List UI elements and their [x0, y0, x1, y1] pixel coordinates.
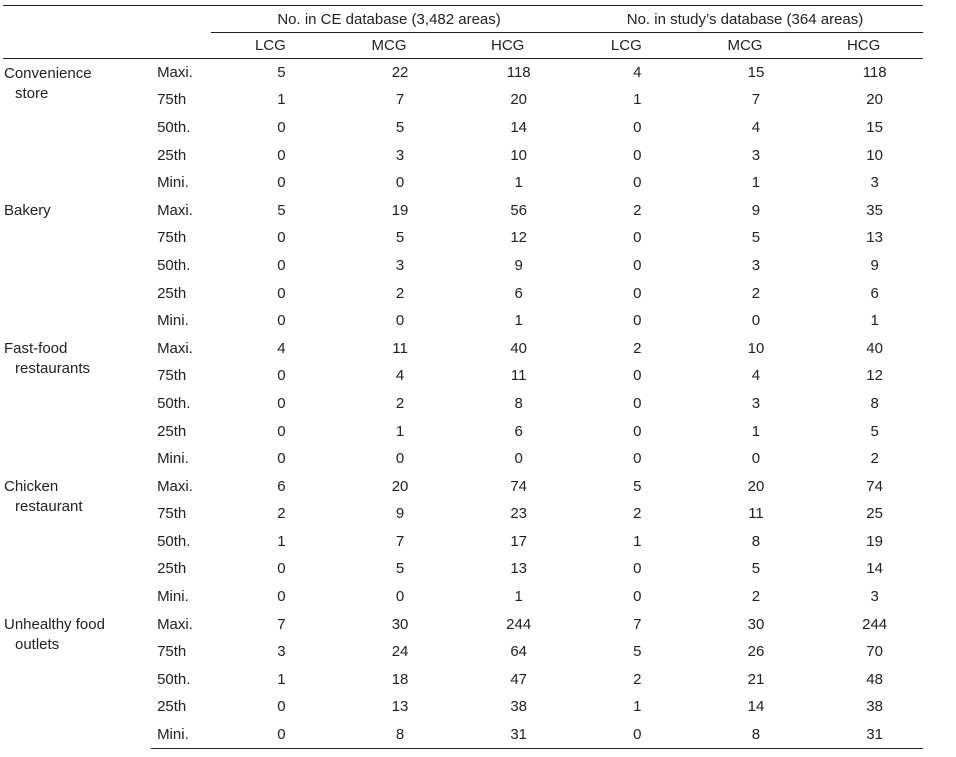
- value-cell: 3: [751, 146, 761, 164]
- table-row: [3, 59, 923, 87]
- value-cell: 31: [804, 721, 923, 749]
- value-cell: 6: [870, 284, 879, 302]
- table-row: [3, 472, 923, 500]
- value-cell: 35: [866, 201, 883, 219]
- category-label-line2: store: [15, 85, 49, 102]
- stat-label: 75th: [157, 91, 187, 109]
- value-cell: 15: [747, 64, 765, 82]
- stat-label: 25th: [157, 698, 187, 716]
- header-col-hcg: HCG: [804, 33, 923, 59]
- category-label-line2: outlets: [15, 636, 60, 654]
- value-cell: 118: [506, 64, 531, 82]
- value-cell: 0: [633, 588, 642, 606]
- header-blank-stat: [151, 6, 211, 33]
- stat-label: 50th.: [157, 670, 191, 688]
- value-cell: 20: [866, 91, 883, 109]
- value-cell: 14: [747, 698, 765, 716]
- value-cell: 4: [751, 118, 761, 136]
- value-cell: 3: [751, 394, 761, 412]
- stat-label: Maxi.: [157, 339, 193, 357]
- value-cell: 5: [870, 422, 879, 440]
- value-cell: 11: [510, 367, 527, 385]
- value-cell: 0: [633, 367, 642, 385]
- value-cell: 1: [514, 312, 523, 330]
- value-cell: 22: [391, 64, 409, 82]
- value-cell: 30: [391, 615, 409, 633]
- value-cell: 0: [633, 118, 642, 136]
- value-cell: 40: [510, 339, 528, 357]
- value-cell: 5: [395, 560, 405, 578]
- value-cell: 0: [395, 450, 405, 468]
- value-cell: 14: [510, 118, 528, 136]
- value-cell: 1: [277, 91, 286, 109]
- value-cell: 56: [510, 201, 528, 219]
- value-cell: 14: [866, 560, 883, 578]
- header-col-mcg: MCG: [330, 33, 449, 59]
- value-cell: 3: [395, 256, 405, 274]
- stat-label: 25th: [157, 422, 187, 440]
- value-cell: 19: [866, 532, 883, 550]
- value-cell: 3: [870, 174, 879, 192]
- value-cell: 25: [866, 505, 883, 523]
- value-cell: 3: [751, 256, 761, 274]
- value-cell: 5: [395, 118, 405, 136]
- value-cell: 24: [391, 643, 409, 661]
- table-row: [3, 334, 923, 362]
- stat-label: 50th.: [157, 256, 191, 274]
- value-cell: 26: [747, 643, 765, 661]
- value-cell: 8: [330, 721, 449, 749]
- value-cell: 0: [395, 174, 405, 192]
- value-cell: 0: [277, 256, 286, 274]
- header-col-lcg: LCG: [211, 33, 330, 59]
- value-cell: 0: [633, 422, 642, 440]
- header-blank-category: [3, 33, 151, 59]
- value-cell: 23: [510, 505, 528, 523]
- value-cell: 0: [277, 118, 286, 136]
- value-cell: 0: [633, 394, 642, 412]
- value-cell: 0: [633, 146, 642, 164]
- value-cell: 20: [391, 477, 409, 495]
- value-cell: 118: [862, 64, 887, 82]
- value-cell: 7: [751, 91, 761, 109]
- value-cell: 2: [395, 284, 405, 302]
- stat-label: Maxi.: [157, 615, 193, 633]
- stat-label: 25th: [157, 146, 187, 164]
- value-cell: 5: [277, 64, 286, 82]
- value-cell: 0: [633, 560, 642, 578]
- value-cell: 0: [277, 284, 286, 302]
- value-cell: 4: [277, 339, 286, 357]
- value-cell: 8: [870, 394, 879, 412]
- value-cell: 40: [866, 339, 883, 357]
- value-cell: 4: [395, 367, 405, 385]
- category-label-line2: restaurant: [15, 498, 83, 516]
- value-cell: 8: [751, 532, 761, 550]
- value-cell: 0: [633, 450, 642, 468]
- header-blank-stat: [151, 33, 211, 59]
- value-cell: 0: [277, 229, 286, 247]
- category-label-line1: Chicken: [4, 478, 59, 496]
- value-cell: 47: [510, 670, 528, 688]
- stat-label: 50th.: [157, 394, 191, 412]
- value-cell: 0: [277, 588, 286, 606]
- value-cell: 2: [751, 588, 761, 606]
- stat-label: Mini.: [157, 588, 189, 606]
- stat-label: Maxi.: [157, 64, 193, 82]
- value-cell: 5: [751, 229, 761, 247]
- value-cell: 15: [866, 118, 883, 136]
- value-cell: 13: [510, 560, 528, 578]
- value-cell: 38: [510, 698, 528, 716]
- value-cell: 70: [866, 643, 883, 661]
- value-cell: 0: [277, 698, 286, 716]
- stat-label: Mini.: [151, 721, 211, 749]
- category-label-line2: restaurants: [15, 360, 91, 378]
- value-cell: 2: [277, 505, 286, 523]
- value-cell: 244: [862, 615, 888, 633]
- value-cell: 2: [395, 394, 405, 412]
- value-cell: 0: [633, 256, 642, 274]
- value-cell: 0: [277, 174, 286, 192]
- value-cell: 2: [870, 450, 879, 468]
- value-cell: 1: [277, 670, 286, 688]
- value-cell: 0: [633, 174, 642, 192]
- category-label-line1: Bakery: [4, 202, 51, 220]
- stat-label: Maxi.: [157, 201, 193, 219]
- value-cell: 10: [747, 339, 765, 357]
- value-cell: 13: [866, 229, 883, 247]
- value-cell: 0: [395, 312, 405, 330]
- value-cell: 1: [514, 174, 523, 192]
- value-cell: 0: [514, 450, 523, 468]
- value-cell: 38: [866, 698, 883, 716]
- stat-label: Maxi.: [157, 477, 193, 495]
- value-cell: 12: [866, 367, 883, 385]
- value-cell: 0: [277, 560, 286, 578]
- value-cell: 0: [751, 450, 761, 468]
- value-cell: 7: [395, 532, 405, 550]
- value-cell: 1: [633, 91, 642, 109]
- value-cell: 12: [510, 229, 528, 247]
- header-col-hcg: HCG: [448, 33, 567, 59]
- value-cell: 30: [747, 615, 765, 633]
- value-cell: 8: [686, 721, 805, 749]
- stat-label: 50th.: [157, 118, 191, 136]
- value-cell: 0: [395, 588, 405, 606]
- value-cell: 3: [395, 146, 405, 164]
- value-cell: 3: [277, 643, 286, 661]
- header-row-subcolumns: [3, 33, 923, 59]
- table-row: [3, 610, 923, 638]
- category-label-line1: Fast-food: [4, 340, 68, 358]
- value-cell: 1: [633, 698, 642, 716]
- stat-label: 75th: [157, 367, 187, 385]
- value-cell: 0: [633, 284, 642, 302]
- value-cell: 7: [633, 615, 642, 633]
- value-cell: 21: [747, 670, 765, 688]
- value-cell: 5: [395, 229, 405, 247]
- value-cell: 5: [633, 477, 642, 495]
- value-cell: 5: [633, 643, 642, 661]
- value-cell: 10: [510, 146, 528, 164]
- value-cell: 8: [514, 394, 523, 412]
- value-cell: 0: [567, 721, 686, 749]
- stat-label: 75th: [157, 229, 187, 247]
- value-cell: 2: [633, 505, 642, 523]
- value-cell: 0: [277, 394, 286, 412]
- value-cell: 3: [870, 588, 879, 606]
- value-cell: 31: [448, 721, 567, 749]
- header-row-groups: [3, 6, 923, 33]
- header-col-mcg: MCG: [686, 33, 805, 59]
- value-cell: 20: [510, 91, 528, 109]
- value-cell: 7: [277, 615, 286, 633]
- stat-label: 75th: [157, 505, 187, 523]
- value-cell: 18: [391, 670, 409, 688]
- value-cell: 20: [747, 477, 765, 495]
- table-body: [3, 59, 923, 749]
- category-label-line1: Convenience: [4, 65, 92, 82]
- stat-label: Mini.: [157, 450, 189, 468]
- value-cell: 2: [633, 670, 642, 688]
- value-cell: 2: [633, 339, 642, 357]
- value-cell: 0: [633, 229, 642, 247]
- value-cell: 6: [514, 284, 523, 302]
- value-cell: 5: [277, 201, 286, 219]
- stat-label: 25th: [157, 284, 187, 302]
- category-label: [3, 472, 151, 610]
- value-cell: 1: [633, 532, 642, 550]
- category-label: [3, 334, 151, 472]
- header-blank-category: [3, 6, 151, 33]
- value-cell: 19: [391, 201, 409, 219]
- value-cell: 74: [866, 477, 883, 495]
- stat-label: Mini.: [157, 174, 189, 192]
- value-cell: 2: [751, 284, 761, 302]
- header-col-lcg: LCG: [567, 33, 686, 59]
- value-cell: 1: [751, 422, 761, 440]
- value-cell: 1: [514, 588, 523, 606]
- category-label: [3, 196, 151, 334]
- value-cell: 9: [870, 256, 879, 274]
- value-cell: 6: [514, 422, 523, 440]
- value-cell: 11: [748, 505, 764, 523]
- value-cell: 1: [277, 532, 286, 550]
- value-cell: 0: [633, 312, 642, 330]
- category-label: [3, 59, 151, 197]
- value-cell: 0: [277, 422, 286, 440]
- stat-label: Mini.: [157, 312, 189, 330]
- value-cell: 0: [277, 367, 286, 385]
- value-cell: 7: [395, 91, 405, 109]
- value-cell: 4: [751, 367, 761, 385]
- value-cell: 0: [211, 721, 330, 749]
- category-label-line1: Unhealthy food: [4, 616, 105, 634]
- value-cell: 0: [277, 450, 286, 468]
- value-cell: 9: [395, 505, 405, 523]
- category-label: [3, 610, 151, 748]
- value-cell: 244: [506, 615, 532, 633]
- value-cell: 11: [392, 339, 408, 357]
- value-cell: 0: [277, 146, 286, 164]
- value-cell: 13: [391, 698, 409, 716]
- value-cell: 48: [866, 670, 883, 688]
- value-cell: 5: [751, 560, 761, 578]
- value-cell: 1: [751, 174, 761, 192]
- value-cell: 0: [751, 312, 761, 330]
- value-cell: 9: [514, 256, 523, 274]
- value-cell: 6: [277, 477, 286, 495]
- value-cell: 17: [510, 532, 528, 550]
- data-table: [3, 5, 923, 749]
- value-cell: 2: [633, 201, 642, 219]
- value-cell: 4: [633, 64, 642, 82]
- header-group-ce-database: No. in CE database (3,482 areas): [211, 6, 567, 33]
- table-row: [3, 196, 923, 224]
- header-group-study-database: No. in study’s database (364 areas): [567, 6, 923, 33]
- value-cell: 1: [395, 422, 405, 440]
- value-cell: 64: [510, 643, 528, 661]
- stat-label: 25th: [157, 560, 187, 578]
- value-cell: 0: [277, 312, 286, 330]
- stat-label: 75th: [157, 643, 187, 661]
- value-cell: 9: [751, 201, 761, 219]
- value-cell: 10: [866, 146, 883, 164]
- stat-label: 50th.: [157, 532, 191, 550]
- value-cell: 1: [870, 312, 879, 330]
- value-cell: 74: [510, 477, 528, 495]
